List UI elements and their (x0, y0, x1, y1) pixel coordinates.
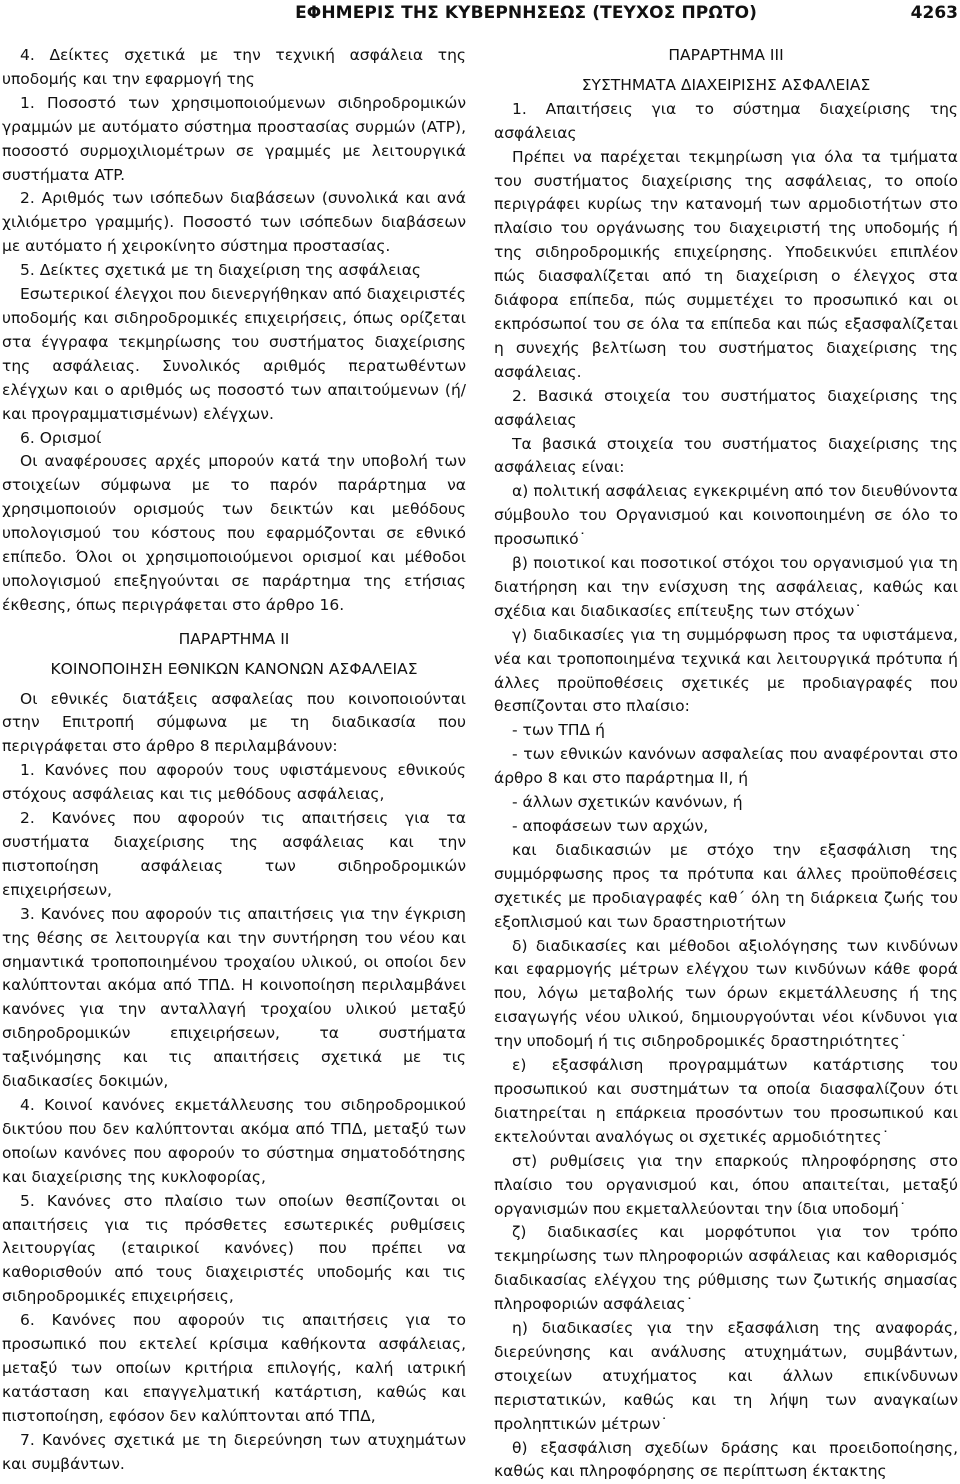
paragraph: Πρέπει να παρέχεται τεκμηρίωση για όλα τα τμήματα του συστήματος διαχείρισης της ασφάλειας, το οποίο περιγράφει κυρίως την κατανομή των αρμοδιοτήτων στο πλαίσιο του οργάνωσης του διαχειριστή της υποδομής ή της σιδηροδρομικής επιχείρησης. Υποδεικνύει επιπλέον πώς διασφαλίζεται από τη διαχείριση ο έλεγχος στα διάφορα επίπεδα, πώς συμμετέχει το προσωπικό και οι εκπρόσωποί του σε όλα τα επίπεδα και πώς εξασφαλίζεται η συνεχής βελτίωση του συστήματος διαχείρισης της ασφάλειας. (494, 147, 958, 381)
sub-list-item: - των εθνικών κανόνων ασφαλείας που αναφέρονται στο άρθρο 8 και στο παράρτημα ΙΙ, ή (494, 745, 958, 788)
section-heading: 1. Απαιτήσεις για το σύστημα διαχείρισης της ασφάλειας (494, 99, 958, 142)
right-column (494, 44, 958, 1484)
list-item: 3. Κανόνες που αφορούν τις απαιτήσεις για την έγκριση της θέσης σε λειτουργία και την συντήρηση του νέου και σημαντικά τροποποιημένου τροχαίου υλικού, οι οποίοι δεν καλύπτονται ακόμα από ΤΠΔ. Η κοινοποίηση περιλαμβάνει κανόνες για την ανταλλαγή τροχαίου υλικού μεταξύ σιδηροδρομικών επιχειρήσεων, τα συστήματα ταξινόμησης και τις απαιτήσεις σχετικά με τις διαδικασίες δοκιμών, (2, 904, 466, 1091)
page-header (0, 0, 960, 34)
list-item: 7. Κανόνες σχετικά με τη διερεύνηση των ατυχημάτων και συμβάντων. (2, 1430, 466, 1473)
page-number: 4263 (910, 3, 958, 23)
sub-list-item: - των ΤΠΔ ή (512, 721, 605, 740)
annex-title: ΠΑΡΑΡΤΗΜΑ ΙΙ (178, 629, 290, 648)
sub-list-item: - αποφάσεων των αρχών, (512, 817, 709, 835)
section-heading: 6. Ορισμοί (20, 428, 102, 447)
list-item: δ) διαδικασίες και μέθοδοι αξιολόγησης των κινδύνων και εφαρμογής μέτρων ελέγχου των κινδύνων κάθε φορά που, λόγω μεταβολής των όρων εκμετάλλευσης ή της εισαγωγής νέου υλικού, δημιουργούνται νέοι κίνδυνοι για την υποδομή ή τις σιδηροδρομικές δραστηριότητες˙ (494, 936, 958, 1051)
left-column (2, 44, 466, 1476)
list-item: ε) εξασφάλιση προγραμμάτων κατάρτισης του προσωπικού και συστημάτων τα οποία διασφαλίζουν ότι διατηρείται η επάρκεια προσόντων του προσωπικού και εκτελούνται αναλόγως οι σχετικές αρμοδιότητες˙ (494, 1056, 958, 1146)
section-heading: 5. Δείκτες σχετικά με τη διαχείριση της ασφάλειας (20, 261, 422, 280)
paragraph: Εσωτερικοί έλεγχοι που διενεργήθηκαν από διαχειριστές υποδομής και σιδηροδρομικές επιχειρήσεις, όπως ορίζεται στα έγγραφα τεκμηρίωσης του συστήματος διαχείρισης της ασφάλειας. Συνολικός αριθμός περατωθέντων ελέγχων και ο αριθμός ως ποσοστό των απαιτούμενων (ή/και προγραμματισμένων) ελέγχων. (2, 285, 466, 423)
list-item: 2. Κανόνες που αφορούν τις απαιτήσεις για τα συστήματα διαχείρισης της ασφάλειας και την πιστοποίηση ασφάλειας των σιδηροδρομικών επιχειρήσεων, (2, 809, 466, 899)
annex-subtitle: ΣΥΣΤΗΜΑΤΑ ΔΙΑΧΕΙΡΙΣΗΣ ΑΣΦΑΛΕΙΑΣ (581, 75, 871, 94)
paragraph: και διαδικασιών με στόχο την εξασφάλιση της συμμόρφωσης προς τα πρότυπα και άλλες προϋποθέσεις σχετικές με προδιαγραφές καθ΄ όλη τη διάρκεια ζωής του εξοπλισμού και των δραστηριοτήτων (494, 840, 958, 931)
section-heading: 4. Δείκτες σχετικά με την τεχνική ασφάλεια της υποδομής και την εφαρμογή της (2, 46, 466, 88)
list-item: 1. Κανόνες που αφορούν τους υφιστάμενους εθνικούς στόχους ασφάλειας και τις μεθόδους ασφάλειας, (2, 761, 466, 804)
annex-title: ΠΑΡΑΡΤΗΜΑ ΙΙΙ (668, 46, 784, 64)
gazette-title: ΕΦΗΜΕΡΙΣ ΤΗΣ ΚΥΒΕΡΝΗΣΕΩΣ (ΤΕΥΧΟΣ ΠΡΩΤΟ) (295, 3, 757, 23)
list-item: η) διαδικασίες για την εξασφάλιση της αναφοράς, διερεύνησης και ανάλυσης ατυχημάτων, συμβάντων, στοιχείων ατυχήματος και άλλων επικίνδυνων περιστατικών, καθώς και τη λήψη των αναγκαίων προληπτικών μέτρων˙ (494, 1319, 958, 1433)
list-item: β) ποιοτικοί και ποσοτικοί στόχοι του οργανισμού για τη διατήρηση και την ενίσχυση της ασφάλειας, καθώς και σχέδια και διαδικασίες επίτευξης των στόχων˙ (494, 554, 958, 620)
list-item: γ) διαδικασίες για τη συμμόρφωση προς τα υφιστάμενα, νέα και τροποποιημένα τεχνικά και λειτουργικά πρότυπα ή άλλες προϋποθέσεις σχετικές με προδιαγραφές που θεσπίζονται στο πλαίσιο: (494, 625, 958, 716)
list-item: στ) ρυθμίσεις για την επαρκούς πληροφόρησης στο πλαίσιο του οργανισμού και, όπου απαιτείται, μεταξύ οργανισμών που εκμεταλλεύονται την ίδια υποδομή˙ (494, 1151, 958, 1218)
list-item: ζ) διαδικασίες και μορφότυποι για τον τρόπο τεκμηρίωσης των πληροφοριών ασφάλειας και καθορισμός διαδικασίας ελέγχου της ρύθμισης των ζωτικής σημασίας πληροφοριών ασφάλειας˙ (494, 1223, 958, 1314)
list-item: 4. Κοινοί κανόνες εκμετάλλευσης του σιδηροδρομικού δικτύου που δεν καλύπτονται ακόμα από ΤΠΔ, μεταξύ των οποίων κανόνες που αφορούν το σύστημα σηματοδότησης και διαχείρισης της κυκλοφορίας, (2, 1095, 466, 1186)
paragraph: Τα βασικά στοιχεία του συστήματος διαχείρισης της ασφάλειας είναι: (494, 434, 958, 477)
section-heading: 2. Βασικά στοιχεία του συστήματος διαχείρισης της ασφάλειας (494, 386, 958, 429)
list-item: 6. Κανόνες που αφορούν τις απαιτήσεις για το προσωπικό που εκτελεί κρίσιμα καθήκοντα ασφάλειας, μεταξύ των οποίων κριτήρια επιλογής, καλή ιατρική κατάσταση και επαγγελματική κατάρτιση, καθώς και πιστοποίηση, εφόσον δεν καλύπτονται από ΤΠΔ, (2, 1311, 466, 1425)
sub-list-item: - άλλων σχετικών κανόνων, ή (512, 793, 743, 812)
paragraph: 2. Αριθμός των ισόπεδων διαβάσεων (συνολικά και ανά χιλιόμετρο γραμμής). Ποσοστό των ισόπεδων διαβάσεων με αυτόματο ή χειροκίνητο σύστημα προστασίας. (2, 189, 466, 256)
list-item: θ) εξασφάλιση σχεδίων δράσης και προειδοποίησης, καθώς και πληροφόρησης σε περίπτωση έκτακτης (494, 1438, 958, 1481)
list-item: 5. Κανόνες στο πλαίσιο των οποίων θεσπίζονται οι απαιτήσεις για τις πρόσθετες εσωτερικές ρυθμίσεις λειτουργίας (εταιρικοί κανόνες) που πρέπει να καθορισθούν από τους διαχειριστές υποδομής και τις σιδηροδρομικές επιχειρήσεις, (2, 1191, 466, 1306)
list-item: α) πολιτική ασφάλειας εγκεκριμένη από τον διευθύνοντα σύμβουλο του Οργανισμού και κοινοποιημένη σε όλο το προσωπικό˙ (494, 482, 958, 549)
paragraph: Οι εθνικές διατάξεις ασφαλείας που κοινοποιούνται στην Επιτροπή σύμφωνα με τη διαδικασία που περιγράφεται στο άρθρο 8 περιλαμβάνουν: (2, 689, 466, 756)
paragraph: Οι αναφέρουσες αρχές μπορούν κατά την υποβολή των στοιχείων σύμφωνα με το παρόν παράρτημα να χρησιμοποιούν ορισμούς των δεικτών και μεθόδους υπολογισμού του κόστους που εφαρμόζονται σε εθνικό επίπεδο. Όλοι οι χρησιμοποιούμενοι ορισμοί και μέθοδοι υπολογισμού επεξηγούνται σε παράρτημα της ετήσιας έκθεσης, όπως περιγράφεται στο άρθρο 16. (2, 452, 466, 614)
paragraph: 1. Ποσοστό των χρησιμοποιούμενων σιδηροδρομικών γραμμών με αυτόματο σύστημα προστασίας συρμών (ATP), ποσοστό συρμοχιλιομέτρων σε γραμμές με λειτουργικά συστήματα ATP. (2, 93, 466, 184)
annex-subtitle: ΚΟΙΝΟΠΟΙΗΣΗ ΕΘΝΙΚΩΝ ΚΑΝΟΝΩΝ ΑΣΦΑΛΕΙΑΣ (50, 659, 418, 678)
